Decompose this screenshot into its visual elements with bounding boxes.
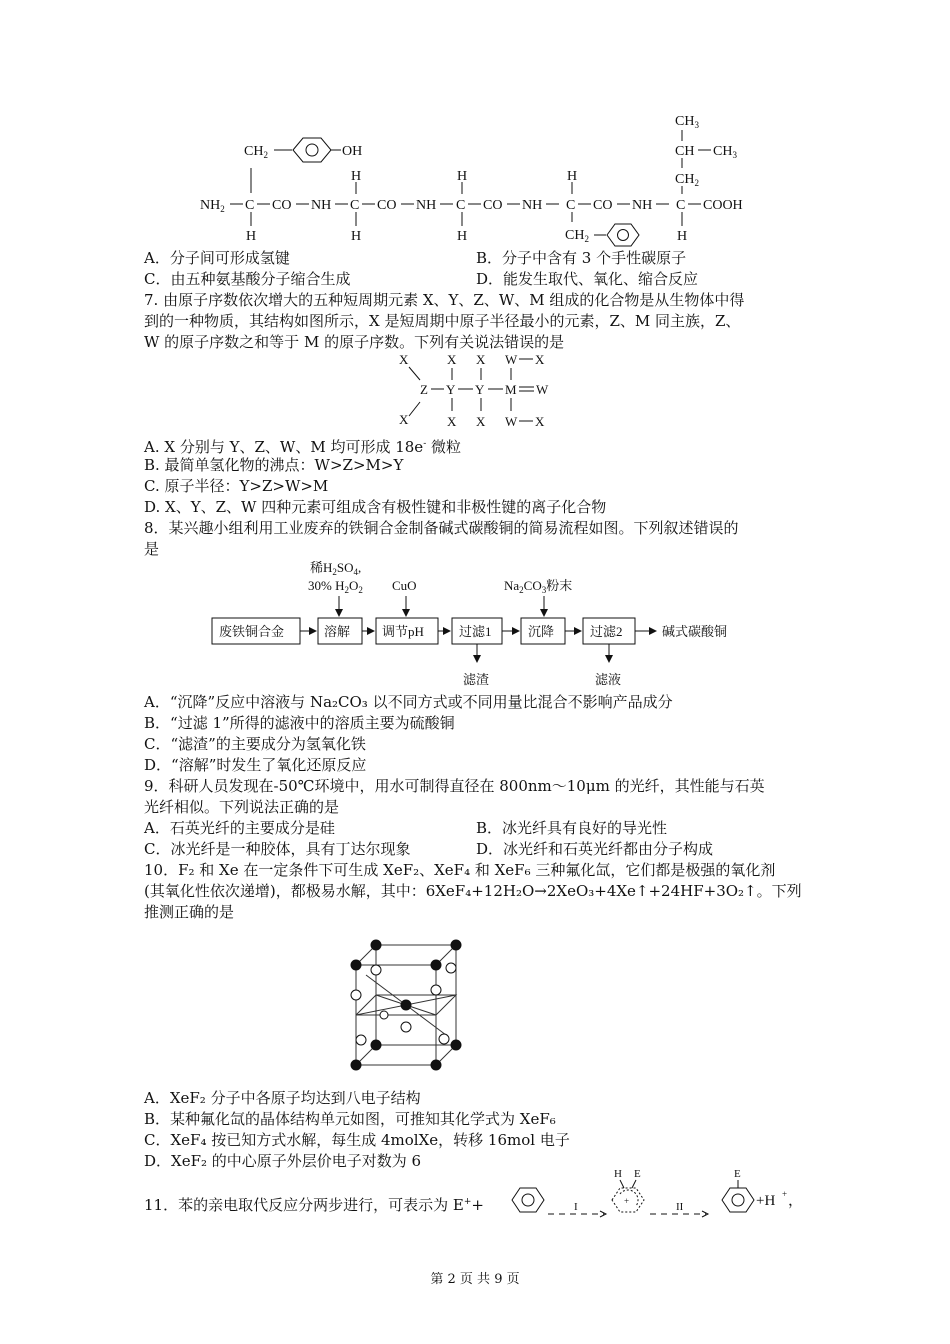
q11-stem: 11．苯的亲电取代反应分两步进行，可表示为 E++ [144,1196,484,1214]
svg-text:NH: NH [311,198,332,213]
svg-text:H: H [457,169,468,184]
svg-text:30% H2O2: 30% $H_2O_2$ [308,578,363,595]
flow-product: 碱式碳酸铜 [662,624,728,639]
q7-option-a: A. X 分别与 Y、Z、W、M 均可形成 18e- 微粒 [144,438,462,456]
svg-text:M: M [505,382,517,397]
svg-text:H: H [457,229,468,244]
svg-text:X: X [476,352,486,367]
svg-text:稀H2SO4,: 稀$H_2SO_4$, [310,560,362,577]
q10-stem-1: 10．F₂ 和 Xe 在一定条件下可生成 XeF₂、XeF₄ 和 XeF₆ 三种氟化氙，它们都是极强的氧化剂 [144,861,776,879]
q8-option-a: A．“沉降”反应中溶液与 Na₂CO₃ 以不同方式或不同用量比混合不影响产品成分 [144,693,673,711]
svg-text:+H: +H [756,1193,776,1209]
q9-option-a: A．石英光纤的主要成分是硅 [144,819,335,837]
crystal-structure [346,935,468,1075]
q10-stem-3: 推测正确的是 [144,903,235,921]
svg-text:C: C [566,198,576,213]
svg-text:H: H [567,169,578,184]
svg-text:E: E [634,1168,641,1180]
svg-text:CO: CO [483,198,503,213]
svg-text:NH: NH [632,198,653,213]
flow-box-4: 过滤1 [459,624,492,639]
svg-text:Y: Y [446,382,456,397]
svg-text:X: X [447,352,457,367]
svg-text:Z: Z [420,382,428,397]
svg-text:X: X [399,412,409,427]
svg-text:X: X [535,414,545,429]
q7-stem-1: 7. 由原子序数依次增大的五种短周期元素 X、Y、Z、W、M 组成的化合物是从生物体中得 [144,291,745,309]
svg-text:C: C [456,198,466,213]
svg-text:W: W [505,352,518,367]
svg-text:II: II [676,1201,684,1213]
svg-text:H: H [351,229,362,244]
svg-text:COOH: COOH [703,198,743,213]
q10-option-c: C．XeF₄ 按已知方式水解，每生成 4molXe，转移 16mol 电子 [144,1131,570,1149]
q6-option-b: B．分子中含有 3 个手性碳原子 [476,249,687,267]
flow-box-2: 溶解 [324,624,351,639]
svg-text:H: H [246,229,257,244]
svg-text:X: X [535,352,545,367]
q8-option-c: C．“滤渣”的主要成分为氢氧化铁 [144,735,366,753]
svg-text:CO: CO [593,198,613,213]
svg-text:NH: NH [522,198,543,213]
flow-box-5: 沉降 [528,624,555,639]
svg-text:NH: NH [416,198,437,213]
q9-option-d: D．冰光纤和石英光纤都由分子构成 [476,840,714,858]
svg-text:CO: CO [377,198,397,213]
svg-text:H: H [614,1168,622,1180]
svg-text:C: C [350,198,360,213]
svg-text:X: X [447,414,457,429]
svg-text:+: + [782,1189,788,1199]
page-footer: 第 2 页 共 9 页 [430,1272,520,1287]
q7-structure [395,350,565,432]
svg-text:E: E [734,1168,741,1180]
flow-box-1: 废铁铜合金 [219,624,285,639]
peptide-nh2: $NH_2$ [200,198,225,214]
q8-flowchart [210,558,770,690]
svg-text:X: X [399,352,409,367]
svg-text:H: H [677,229,688,244]
flow-out-1: 滤渣 [463,672,490,687]
svg-text:C: C [676,198,686,213]
q9-option-c: C．冰光纤是一种胶体，具有丁达尔现象 [144,840,411,858]
q10-stem-2: (其氧化性依次递增)，都极易水解，其中：6XeF₄+12H₂O→2XeO₃+4Xe↑+24HF+3O₂↑。下列 [144,882,802,900]
q8-stem-1: 8．某兴趣小组利用工业废弃的铁铜合金制备碱式碳酸铜的简易流程如图。下列叙述错误的 [144,519,739,537]
svg-text:H: H [351,169,362,184]
svg-text:CH2: $CH_2$ [565,228,589,244]
q6-option-a: A．分子间可形成氢键 [144,249,290,267]
flow-box-6: 过滤2 [590,624,623,639]
q11-reaction [504,1166,804,1228]
q9-option-b: B．冰光纤具有良好的导光性 [476,819,668,837]
q7-option-b: B. 最简单氢化物的沸点：W>Z>M>Y [144,456,404,474]
svg-text:CO: CO [272,198,292,213]
svg-text:I: I [574,1201,578,1213]
q7-option-d: D. X、Y、Z、W 四种元素可组成含有极性键和非极性键的离子化合物 [144,498,607,516]
flow-out-2: 滤液 [595,672,622,687]
q7-stem-2: 到的一种物质，其结构如图所示，X 是短周期中原子半径最小的元素，Z、M 同主族，Z、 [144,312,741,330]
svg-text:OH: OH [342,144,363,159]
q8-stem-2: 是 [144,540,160,558]
q8-option-d: D．“溶解”时发生了氧化还原反应 [144,756,367,774]
q7-option-c: C. 原子半径：Y>Z>W>M [144,477,329,495]
flow-box-3: 调节pH [382,624,424,639]
svg-text:CH2: $CH_2$ [675,172,699,188]
svg-text:Na2CO3粉末: $Na_2CO_3$粉末 [504,578,573,595]
q9-stem-2: 光纤相似。下列说法正确的是 [144,798,340,816]
svg-text:CH3: $CH_3$ [675,114,699,130]
svg-text:+: + [624,1196,630,1206]
peptide-structure [190,108,770,248]
q6-option-c: C．由五种氨基酸分子缩合生成 [144,270,351,288]
svg-text:W: W [536,382,549,397]
q7-stem-3: W 的原子序数之和等于 M 的原子序数。下列有关说法错误的是 [144,333,565,351]
q10-option-b: B．某种氟化氙的晶体结构单元如图，可推知其化学式为 XeF₆ [144,1110,556,1128]
svg-text:W: W [505,414,518,429]
svg-text:CH3: $CH_3$ [713,144,737,160]
svg-text:，: ， [788,1193,804,1209]
q9-stem-1: 9．科研人员发现在-50℃环境中，用水可制得直径在 800nm～10μm 的光纤，其性能与石英 [144,777,765,795]
svg-text:CH2: $CH_2$ [244,144,268,160]
svg-text:C: C [245,198,255,213]
svg-text:X: X [476,414,486,429]
q10-option-a: A．XeF₂ 分子中各原子均达到八电子结构 [144,1089,421,1107]
q10-option-d: D．XeF₂ 的中心原子外层价电子对数为 6 [144,1152,422,1170]
q8-option-b: B．“过滤 1”所得的滤液中的溶质主要为硫酸铜 [144,714,455,732]
svg-text:CuO: CuO [392,578,417,593]
q6-option-d: D．能发生取代、氧化、缩合反应 [476,270,699,288]
svg-text:Y: Y [475,382,485,397]
svg-text:CH: CH [675,144,695,159]
